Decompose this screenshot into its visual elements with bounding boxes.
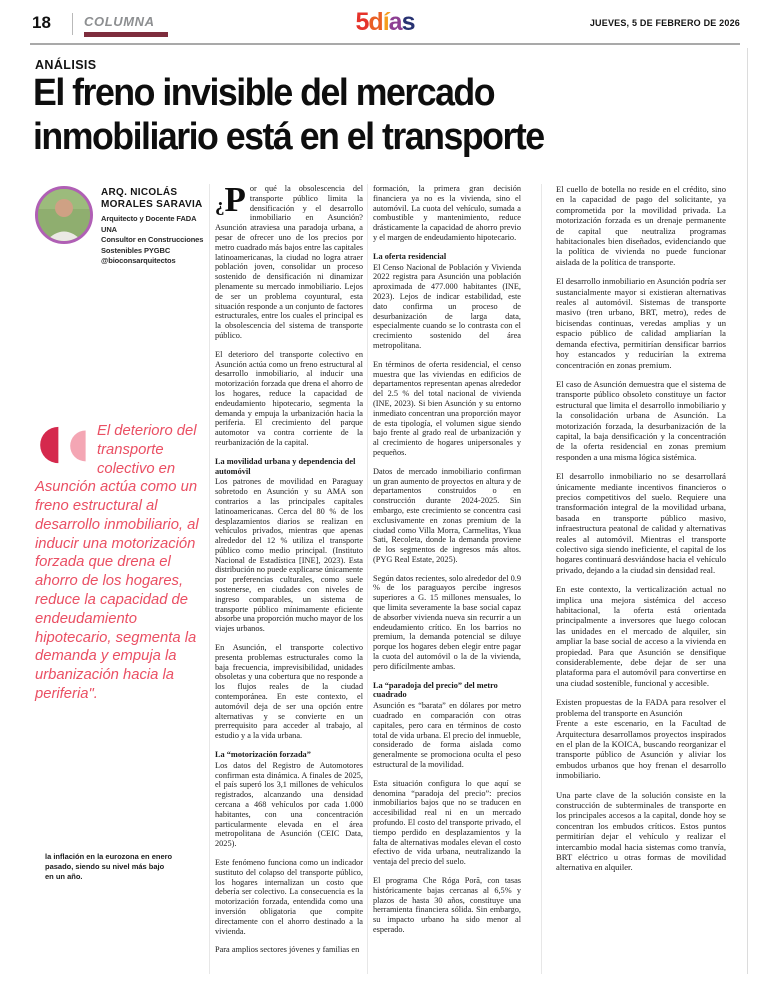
logo-letter: 5 xyxy=(355,8,369,36)
article-paragraph: El desarrollo inmobiliario en Asunción podría ser sustancialmente mayor si existieran alternativas reales al automóvil. Sistemas de transporte masivo (tren urbano, BRT, metro), redes de bicisendas continuas, veredas amplias y un espacio público de calidad ampliarían la demanda efectiva, permitirían densificar barrios hoy estancados y reducirían la extrema concentración en zonas premium. xyxy=(556,276,726,370)
article-paragraph: Existen propuestas de la FADA para resolver el problema del transporte en Asunción xyxy=(556,697,726,718)
author-bio xyxy=(101,214,207,267)
article-paragraph: El deterioro del transporte colectivo en Asunción actúa como un freno estructural al desarrollo inmobiliario, al inducir una motorización forzada que drena el ahorro de los hogares, reduce la capacidad de endeudamiento hipotecario, segmenta la demanda y empuja la urbanización hacia la periferia. El crecimiento del parque automotor va contra corriente de la reurbanización de la capital. xyxy=(215,349,363,447)
header-rule xyxy=(30,43,740,45)
article-subhead: La movilidad urbana y dependencia del automóvil xyxy=(215,456,356,476)
page-edge-rule xyxy=(747,48,748,974)
article-paragraph: Esta situación configura lo que aquí se denomina “paradoja del precio”: precios inmobiliarios bajos que no se traducen en accesibilidad real ni en un mercado profundo. El costo del transporte privado, el tiempo perdido en desplazamientos y la falta de alternativas modales elevan el costo efectivo de vida urbana, neutralizando la ventaja del precio del suelo. xyxy=(373,778,521,867)
article-paragraph: formación, la primera gran decisión financiera ya no es la vivienda, sino el automóvil. La cuota del vehículo, sumada a combustible y mantenimiento, reduce drásticamente la capacidad de ahorro previo y el margen de endeudamiento hipotecario. xyxy=(373,184,521,242)
page-number: 18 xyxy=(32,13,51,32)
page-header xyxy=(30,10,740,42)
author-bio-line: @bioconsarquitectos xyxy=(101,256,176,265)
article-paragraph: El desarrollo inmobiliario no se desarrollará únicamente mediante incentivos financieros o precios competitivos del suelo. Requiere una transformación integral de la movilidad urbana, basada en transporte público masivo, infraestructura peatonal de calidad y alternativas reales al automóvil. Mientras el transporte colectivo siga siendo ineficiente, el capital de los hogares continuará desviándose hacia el vehículo privado, dejando a la ciudad sin densidad real. xyxy=(556,471,726,575)
author-photo-placeholder xyxy=(38,189,90,241)
article-paragraph: Asunción es “barata” en dólares por metro cuadrado en comparación con otras capitales, pero cara en términos de costo total de vida urbana. El precio del inmueble, considerado de forma aislada como generalmente se promociona oculta el peso estructural de la movilidad. xyxy=(373,701,521,770)
article-paragraph: Los datos del Registro de Automotores confirman esta dinámica. A finales de 2025, el país superó los 3,1 millones de vehículos registrados, alcanzando una densidad cercana a 468 vehículos por cada 1.000 habitantes, con una concentración particularmente elevada en el área metropolitana de Asunción (CEIC Data, 2025). xyxy=(215,760,363,849)
article-paragraph: Los patrones de movilidad en Paraguay sobretodo en Asunción y su AMA son contrarios a las principales capitales latinoamericanas. Cerca del 80 % de los desplazamientos diarios se realizan en vehículos privados, mientras que apenas alrededor del 12 % utiliza el transporte público como medio principal. (Instituto Nacional de Estadística [INE], 2023). Esta distribución no puede explicarse únicamente por preferencias culturales, como suele sostenerse, en ciudades con niveles de ingreso comparables, un sistema de transporte público mínimamente eficiente absorbe una proporción mucho mayor de los viajes urbanos. xyxy=(215,477,363,634)
column-divider xyxy=(367,184,368,974)
author-name: MORALES SARAVIA xyxy=(101,199,203,210)
author-bio-line: Sostenibles PYGBC xyxy=(101,245,171,255)
article-paragraph: Datos de mercado inmobiliario confirman un gran aumento de proyectos en altura y de departamentos construidos o en construcción durante 2024-2025. Sin embargo, este crecimiento se concentra casi exclusivamente en zonas premium de la ciudad como Villa Morra, Carmelitas, Ykua Sati, Recoleta, donde la demanda proviene de los segmentos de ingresos más altos. (PYG Real Estate, 2025). xyxy=(373,466,521,564)
logo-letter: d xyxy=(368,8,383,36)
column-divider xyxy=(541,184,542,974)
article-paragraph: En Asunción, el transporte colectivo presenta problemas estructurales como la baja frecuencia, imprevisibilidad, unidades obsoletas y una cobertura que no responde a los flujos reales de la ciudad contemporánea. En este contexto, el automóvil deja de ser una opción entre alternativas y se convierte en un prerrequisito para acceder al trabajo, al estudio y a la vida urbana. xyxy=(215,643,363,741)
article-paragraph: En este contexto, la verticalización actual no implica una mejora sistémica del acceso habitacional, la oferta está orientada principalmente a inversores que luego colocan las unidades en el mercado de alquiler, sin ampliar la base social de acceso a la vivienda en propiedad. Para que Asunción se densifique considerablemente, debe dejar de ser una plataforma para el automóvil para convertirse en una ciudad sostenible, funcional y accesible. xyxy=(556,584,726,688)
article-paragraph: El Censo Nacional de Población y Vivienda 2022 registra para Asunción una población aproximada de 477.000 habitantes (INE, 2023). Lejos de indicar estabilidad, este dato confirma un proceso de desurbanización de larga data, especialmente cuando se lo contrasta con el crecimiento sostenido del área metropolitana. xyxy=(373,262,521,350)
issue-date: JUEVES, 5 DE FEBRERO DE 2026 xyxy=(589,18,740,28)
body-column-1 xyxy=(215,184,363,976)
body-column-2 xyxy=(373,184,521,976)
section-label: COLUMNA xyxy=(84,14,155,29)
left-rail xyxy=(35,186,207,968)
author-name: ARQ. NICOLÁS xyxy=(101,187,178,198)
logo-letter: í xyxy=(382,8,389,36)
header-divider xyxy=(72,13,73,35)
author-photo xyxy=(35,186,93,244)
author-block xyxy=(35,186,207,267)
article-paragraph: Frente a este escenario, en la Facultad de Arquitectura desarrollamos proyectos inspirados en el plan de la KOICA, buscando reorganizar el transporte público de Asunción y aliviar los embudos urbanos que hoy frenan el desarrollo inmobiliario. xyxy=(556,718,726,781)
author-bio-line: Arquitecto y Docente FADA UNA xyxy=(101,214,197,234)
article-paragraph: En términos de oferta residencial, el censo muestra que las viviendas en edificios de departamentos representan apenas alrededor del 2.5 % del total nacional de vivienda (INE, 2023). Si bien Asunción y su entorno inmediato concentran una proporción mayor de esta tipología, el volumen sigue siendo bajo frente al grado real de urbanización y al crecimiento de hogares unipersonales y pequeños. xyxy=(373,359,521,457)
newspaper-logo xyxy=(356,8,415,37)
article-kicker: ANÁLISIS xyxy=(35,58,97,72)
article-subhead: La oferta residencial xyxy=(373,251,447,261)
article-paragraph: Este fenómeno funciona como un indicador sustituto del colapso del transporte público, los hogares internalizan un costo que debería ser colectivo. La consecuencia es la motorización forzada, entendida como una inversión obligatoria que compite directamente con el ahorro destinado a la vivienda. xyxy=(215,858,363,936)
article-paragraph: El cuello de botella no reside en el crédito, sino en la capacidad de pago del solicitante, ya comprometida por la movilidad privada. La motorización forzada es un drenaje permanente de capital que neutraliza programas habitacionales bien diseñados, evidenciando que la política de vivienda no puede funcionar aislada de la política de transporte. xyxy=(556,184,726,267)
article-headline: El freno invisible del mercado inmobiliario está en el transporte xyxy=(33,72,544,158)
article-subhead: La “paradoja del precio” del metro cuadrado xyxy=(373,680,498,700)
pull-quote-text: El deterioro del transporte colectivo en Asunción actúa como un freno estructural al desarrollo inmobiliario, al inducir una motorización forzada que drena el ahorro de los hogares, reduce la capacidad de endeudamiento hipotecario, segmenta la demanda y empuja la urbanización hacia la periferia". xyxy=(35,423,199,702)
pull-quote xyxy=(35,422,207,704)
body-column-3 xyxy=(556,184,726,976)
article-paragraph: El programa Che Róga Porã, con tasas históricamente bajas cercanas al 6,5% y plazos de hasta 30 años, constituye una herramienta financiera sólida. Sin embargo, su impacto urbano ha sido menor al esperado. xyxy=(373,876,521,934)
article-paragraph: El caso de Asunción demuestra que el sistema de transporte público obsoleto constituye un factor estructural que limita el desarrollo inmobiliario y la consolidación urbana de Asunción. La motorización forzada, la desurbanización de la capital, la baja densificación y la concentración de la oferta residencial en zonas premium responden a una misma lógica sistémica. xyxy=(556,378,726,462)
orphan-caption: la inflación en la eurozona en enero pasado, siendo su nivel más bajo en un año. xyxy=(45,852,173,882)
drop-cap: ¿P xyxy=(215,184,246,219)
author-bio-line: Consultor en Construcciones xyxy=(101,235,204,244)
column-divider xyxy=(209,184,210,974)
article-paragraph: Una parte clave de la solución consiste en la construcción de subterminales de transporte en los principales accesos a la capital, donde hoy se concentran los embudos críticos. Estos puntos permitirían dejar el vehículo y realizar el intercambio modal hacia sistemas como tranvía, BRT eléctrico u otras formas de movilidad alternativa en alquiler. xyxy=(556,789,726,873)
logo-letter: s xyxy=(401,8,415,36)
article-subhead: La “motorización forzada” xyxy=(215,750,311,760)
quote-marks-icon xyxy=(35,425,89,465)
section-underline-bar xyxy=(84,32,168,37)
author-text xyxy=(101,186,207,267)
article-paragraph: ¿P or qué la obsolescencia del transporte público limita la densificación y el desarrollo inmobiliario en Asunción? Asunción atraviesa una paradoja urbana, a pesar de ofrecer uno de los precios por metro cuadrado más bajos entre las capitales latinoamericanas, la ciudad no logra atraer población joven, consolidar un proceso sostenido de densificación ni dinamizar plenamente su mercado inmobiliario. Lejos de ser un problema coyuntural, esta situación responde a un conjunto de factores estructurales, entre los cuales el principal es la obsolescencia del sistema de transporte público. xyxy=(215,184,363,340)
article-paragraph: Para amplios sectores jóvenes y familias en xyxy=(215,945,360,955)
logo-letter: a xyxy=(388,8,402,36)
article-paragraph: Según datos recientes, solo alrededor del 0.9 % de los paraguayos percibe ingresos superiores a G. 15 millones mensuales, lo que limita severamente la base social capaz de absorber vivienda nueva sin recurrir a un endeudamiento crítico. En los barrios no premium, la demanda potencial se diluye porque los hogares deben elegir entre pagar la cuota del automóvil o la de la vivienda, pero difícilmente ambas. xyxy=(373,573,521,671)
